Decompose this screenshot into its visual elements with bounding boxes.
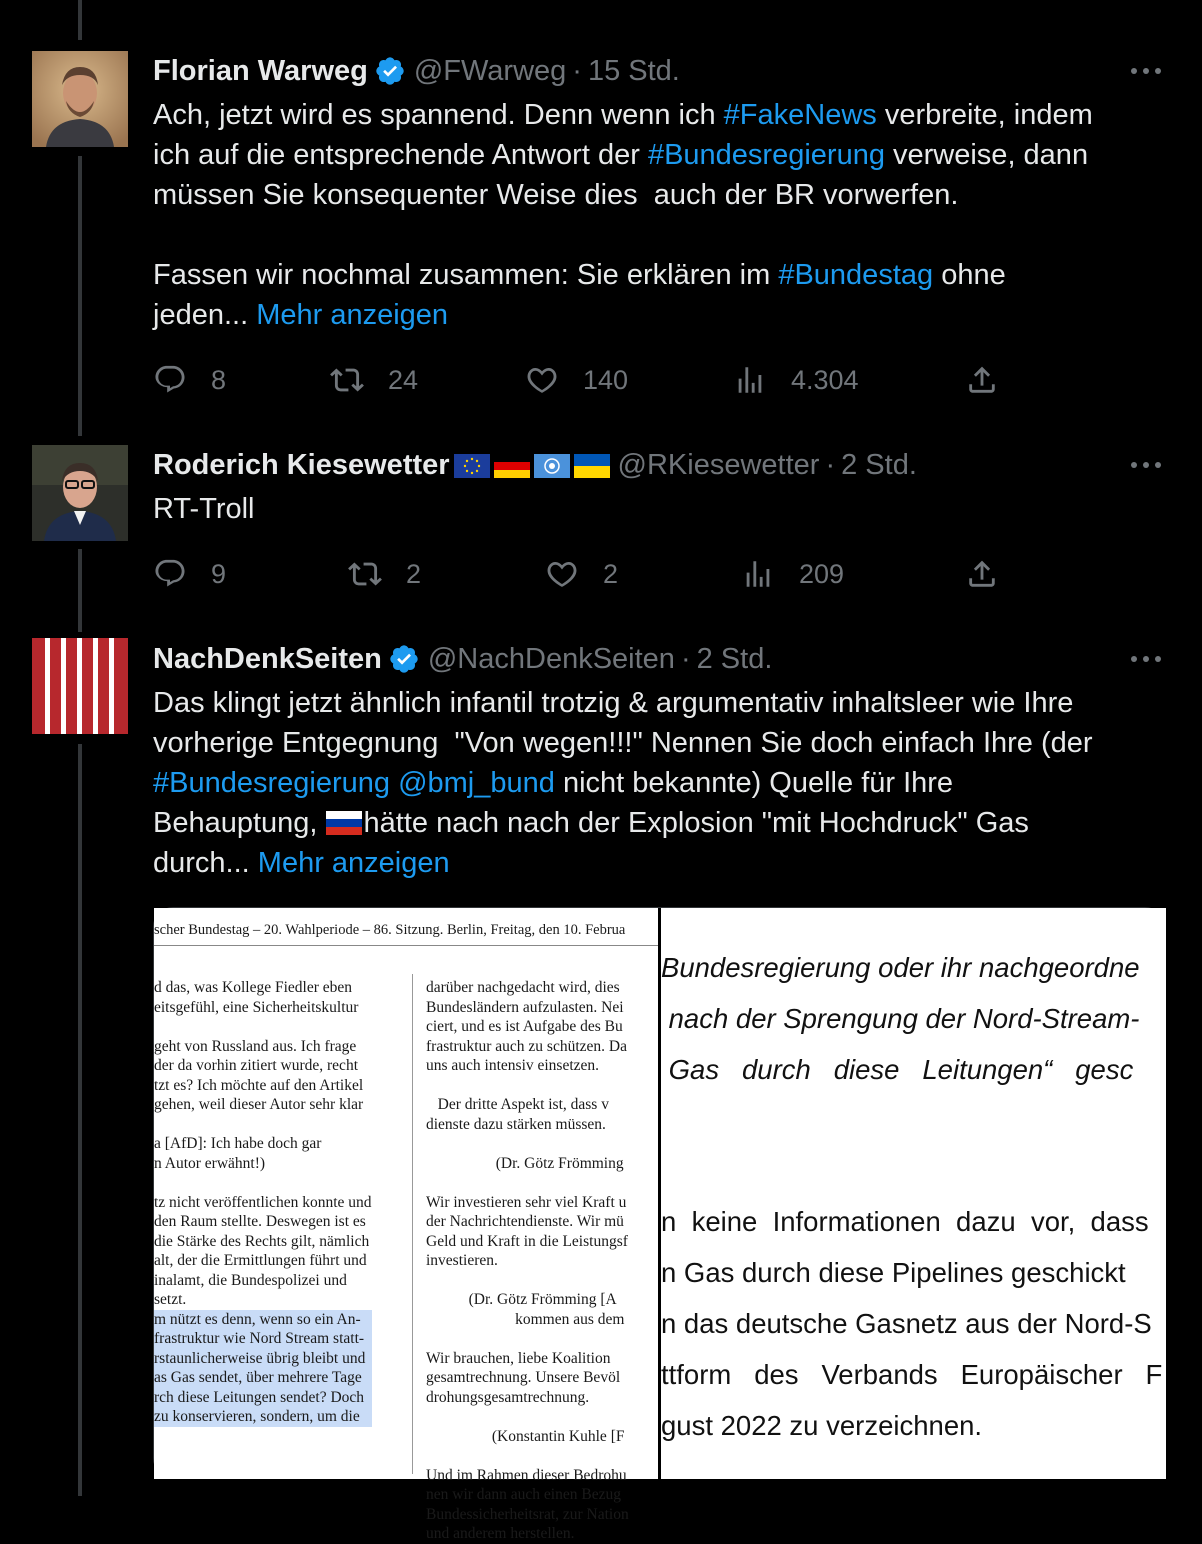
tweet-text-line — [153, 135, 1163, 175]
mention-link[interactable]: @bmj_bund — [398, 767, 555, 799]
tweet-text — [153, 95, 1163, 335]
eu-flag-icon — [454, 453, 490, 477]
show-more-link[interactable]: Mehr anzeigen — [257, 847, 450, 879]
tweet-actions — [153, 360, 1013, 400]
protocol-text-line: setzt. — [154, 1291, 187, 1308]
media-image-bundestag-protocol[interactable] — [154, 908, 658, 1542]
germany-flag-icon — [494, 453, 530, 477]
protocol-header: scher Bundestag – 20. Wahlperiode – 86. Sitzung. Berlin, Freitag, den 10. Februa — [154, 922, 626, 938]
timestamp[interactable]: 2 Std. — [696, 642, 773, 675]
avatar[interactable] — [32, 445, 128, 541]
timestamp[interactable]: 15 Std. — [587, 54, 680, 87]
protocol-text-line: darüber nachgedacht wird, dies — [426, 979, 620, 996]
protocol-text-line: a [AfD]: Ich habe doch gar — [154, 1135, 322, 1152]
heart-icon — [545, 557, 579, 591]
protocol-text-line — [426, 1329, 629, 1349]
views-chart-icon — [741, 557, 775, 591]
tweet-actions — [153, 554, 1013, 594]
tweet-text-line — [153, 723, 1163, 763]
reply-button[interactable] — [153, 554, 226, 594]
verified-badge-icon — [374, 55, 406, 87]
tweet-text-span: müssen Sie konsequenter Weise dies auch der BR vorwerfen. — [153, 179, 959, 211]
protocol-text-line: uns auch intensiv einsetzen. — [426, 1057, 600, 1074]
tweet[interactable] — [0, 0, 1202, 430]
answer-text-line: Bundesregierung oder ihr nachgeordne — [661, 952, 1140, 983]
author-handle[interactable]: @NachDenkSeiten — [427, 642, 675, 675]
protocol-text-line: frastruktur auch zu schützen. Da — [426, 1037, 627, 1055]
tweet-text-span — [390, 767, 398, 799]
protocol-text-line — [426, 1407, 629, 1427]
views-count: 4.304 — [791, 364, 859, 395]
protocol-text-line: der da vorhin zitiert wurde, recht — [154, 1057, 358, 1074]
views-chart-icon — [733, 363, 767, 397]
protocol-text-line: Bundesländern aufzulasten. Nei — [426, 998, 624, 1016]
tweet-header — [153, 51, 680, 91]
retweet-button[interactable] — [330, 360, 418, 400]
tweet-text-line — [153, 763, 1163, 803]
separator-dot: · — [825, 448, 836, 481]
retweet-button[interactable] — [348, 554, 421, 594]
show-more-link[interactable]: Mehr anzeigen — [256, 299, 449, 331]
tweet-text — [153, 683, 1163, 883]
tweet-text-span: hätte nach nach der Explosion "mit Hochdruck" Gas — [363, 807, 1029, 839]
protocol-text-line: (Dr. Götz Frömming [A — [426, 1291, 617, 1308]
protocol-text-line: m nützt es denn, wenn so ein An- — [154, 1310, 372, 1330]
protocol-text-line: geht von Russland aus. Ich frage — [154, 1037, 357, 1055]
tweet-text-line — [153, 489, 1163, 529]
retweet-icon — [330, 363, 364, 397]
protocol-text-line: Der dritte Aspekt ist, dass v — [426, 1096, 609, 1113]
share-button[interactable] — [965, 360, 1023, 400]
views-count: 209 — [799, 558, 845, 589]
russia-flag-icon — [326, 806, 362, 830]
tweet-text-span: Das klingt jetzt ähnlich infantil trotzig & argumentativ inhaltsleer wie Ihre — [153, 687, 1074, 719]
protocol-text-line: (Konstantin Kuhle [F — [426, 1427, 625, 1445]
protocol-text-line: zu konservieren, sondern, um die — [154, 1407, 372, 1427]
like-button[interactable] — [525, 360, 628, 400]
share-button[interactable] — [965, 554, 1023, 594]
tweet-text-span: Fassen wir nochmal zusammen: Sie erklären im — [153, 259, 779, 291]
answer-text-line: Gas durch diese Leitungen“ gesc — [661, 1054, 1134, 1085]
answer-text-line: ttform des Verbands Europäischer F — [661, 1359, 1163, 1390]
tweet-text-span: verweise, dann — [884, 139, 1089, 171]
protocol-text-line: kommen aus dem — [426, 1310, 625, 1328]
avatar[interactable] — [32, 51, 128, 147]
hashtag-link[interactable]: #Bundesregierung — [647, 139, 885, 171]
answer-text-line: n das deutsche Gasnetz aus der Nord-S — [661, 1308, 1152, 1339]
protocol-text-line — [426, 1134, 629, 1154]
tweet-text-span: verbreite, indem — [876, 99, 1093, 131]
hashtag-link[interactable]: #Bundesregierung — [153, 767, 391, 799]
author-handle[interactable]: @FWarweg — [413, 54, 567, 87]
tweet-text-span: vorherige Entgegnung "Von wegen!!!" Nennen Sie doch einfach Ihre (der — [153, 727, 1093, 759]
retweet-count: 2 — [406, 558, 422, 589]
protocol-text-line: inalamt, die Bundespolizei und — [154, 1271, 347, 1289]
protocol-text-line — [426, 1076, 629, 1096]
author-name[interactable]: NachDenkSeiten — [153, 642, 382, 675]
tweet-text-line — [153, 803, 1163, 843]
answer-text-line: gust 2022 zu verzeichnen. — [661, 1410, 983, 1441]
views-button[interactable] — [741, 554, 844, 594]
media-image-government-answer[interactable] — [661, 908, 1166, 1479]
separator-dot: · — [680, 642, 691, 675]
author-name[interactable]: Florian Warweg — [153, 54, 368, 87]
answer-text-line: nach der Sprengung der Nord-Stream- — [661, 1003, 1140, 1034]
timestamp[interactable]: 2 Std. — [841, 448, 917, 481]
protocol-text-line: tz nicht veröffentlichen konnte und — [154, 1193, 372, 1211]
protocol-text-line: rstaunlicherweise übrig bleibt und — [154, 1349, 372, 1369]
reply-button[interactable] — [153, 360, 226, 400]
like-count: 2 — [603, 558, 619, 589]
protocol-text-line: tzt es? Ich möchte auf den Artikel — [154, 1076, 364, 1094]
more-options-icon[interactable] — [1128, 455, 1164, 475]
reply-icon — [153, 363, 187, 397]
protocol-column-separator — [412, 974, 413, 1474]
protocol-text-line: drohungsgesamtrechnung. — [426, 1388, 590, 1406]
more-options-icon[interactable] — [1128, 61, 1164, 81]
tweet[interactable] — [0, 430, 1202, 620]
tweet-media[interactable] — [153, 907, 1165, 1542]
tweet-text-span: nicht bekannte) Quelle für Ihre — [554, 767, 954, 799]
answer-text-line: n keine Informationen dazu vor, dass — [661, 1206, 1149, 1237]
protocol-text-line: gehen, weil dieser Autor sehr klar — [154, 1096, 364, 1113]
protocol-text-line — [154, 1115, 372, 1135]
protocol-text-line: Bundessicherheitsrat, zur Nation — [426, 1505, 629, 1523]
protocol-column-left — [154, 978, 372, 1427]
reply-icon — [153, 557, 187, 591]
protocol-text-line: den Raum stellte. Deswegen ist es — [154, 1213, 366, 1230]
tweet-text-line — [153, 683, 1163, 723]
hashtag-link[interactable]: #Bundestag — [778, 259, 934, 291]
protocol-text-line: dienste dazu stärken müssen. — [426, 1115, 606, 1133]
protocol-text-line: Wir brauchen, liebe Koalition — [426, 1349, 611, 1367]
protocol-text-line: Geld und Kraft in die Leistungsf — [426, 1232, 628, 1250]
share-icon — [965, 363, 999, 397]
verified-badge-icon — [388, 643, 420, 675]
reply-count: 9 — [211, 558, 227, 589]
tweet-text-span: jeden... — [153, 299, 257, 331]
protocol-text-line — [426, 1446, 629, 1466]
tweet-text-span: durch... — [153, 847, 258, 879]
protocol-text-line: nen wir dann auch einen Bezug — [426, 1486, 621, 1503]
tweet-text-span: ich auf die entsprechende Antwort der — [153, 139, 648, 171]
separator-dot: · — [572, 54, 582, 87]
views-button[interactable] — [733, 360, 859, 400]
tweet-text-line — [153, 295, 1163, 335]
share-icon — [965, 557, 999, 591]
tweet-text-span: RT-Troll — [153, 493, 255, 525]
un-flag-icon — [534, 453, 570, 477]
protocol-text-line: Und im Rahmen dieser Bedrohu — [426, 1466, 627, 1484]
protocol-text-line: ciert, und es ist Aufgabe des Bu — [426, 1018, 623, 1035]
protocol-text-line: (Dr. Götz Frömming — [426, 1154, 624, 1172]
protocol-column-right — [426, 978, 629, 1544]
reply-count: 8 — [211, 364, 227, 395]
like-count: 140 — [583, 364, 629, 395]
protocol-text-line: n Autor erwähnt!) — [154, 1154, 266, 1172]
ukraine-flag-icon — [574, 453, 610, 477]
more-options-icon[interactable] — [1128, 649, 1164, 669]
hashtag-link[interactable]: #FakeNews — [723, 99, 877, 131]
protocol-text-line: as Gas sendet, über mehrere Tage — [154, 1368, 372, 1388]
tweet-header — [153, 639, 772, 679]
answer-text-line: n Gas durch diese Pipelines geschickt — [661, 1257, 1126, 1288]
protocol-text-line — [154, 1173, 372, 1193]
protocol-text-line: gesamtrechnung. Unsere Bevöl — [426, 1369, 621, 1386]
protocol-text-line: die Stärke des Rechts gilt, nämlich — [154, 1232, 370, 1250]
author-name[interactable]: Roderich Kiesewetter — [153, 448, 450, 481]
tweet-text — [153, 489, 1163, 529]
protocol-text-line: rch diese Leitungen sendet? Doch — [154, 1388, 372, 1408]
tweet-text-span: Ach, jetzt wird es spannend. Denn wenn ich — [153, 99, 724, 131]
retweet-icon — [348, 557, 382, 591]
protocol-text-line: frastruktur wie Nord Stream statt- — [154, 1329, 372, 1349]
tweet-text-line — [153, 843, 1163, 883]
tweet-header — [153, 445, 917, 485]
avatar[interactable] — [32, 638, 128, 734]
protocol-text-line: eitsgefühl, eine Sicherheitskultur — [154, 998, 359, 1016]
heart-icon — [525, 363, 559, 397]
author-handle[interactable]: @RKiesewetter — [617, 448, 820, 481]
protocol-text-line — [154, 1017, 372, 1037]
like-button[interactable] — [545, 554, 618, 594]
protocol-text-line: und anderem herstellen. — [426, 1525, 575, 1542]
protocol-text-line — [426, 1271, 629, 1291]
tweet-text-line — [153, 255, 1163, 295]
protocol-header-rule — [154, 945, 658, 946]
protocol-text-line — [426, 1173, 629, 1193]
tweet-text-line — [153, 175, 1163, 215]
tweet-text-line — [153, 95, 1163, 135]
tweet-text-span: Behauptung, — [153, 807, 326, 839]
protocol-text-line: Wir investieren sehr viel Kraft u — [426, 1193, 627, 1211]
tweet-text-span: ohne — [933, 259, 1006, 291]
protocol-text-line: alt, der die Ermittlungen führt und — [154, 1252, 367, 1269]
retweet-count: 24 — [388, 364, 419, 395]
protocol-text-line: investieren. — [426, 1252, 498, 1269]
protocol-text-line: d das, was Kollege Fiedler eben — [154, 979, 352, 996]
tweet-text-line — [153, 215, 1163, 255]
protocol-text-line: der Nachrichtendienste. Wir mü — [426, 1213, 624, 1230]
